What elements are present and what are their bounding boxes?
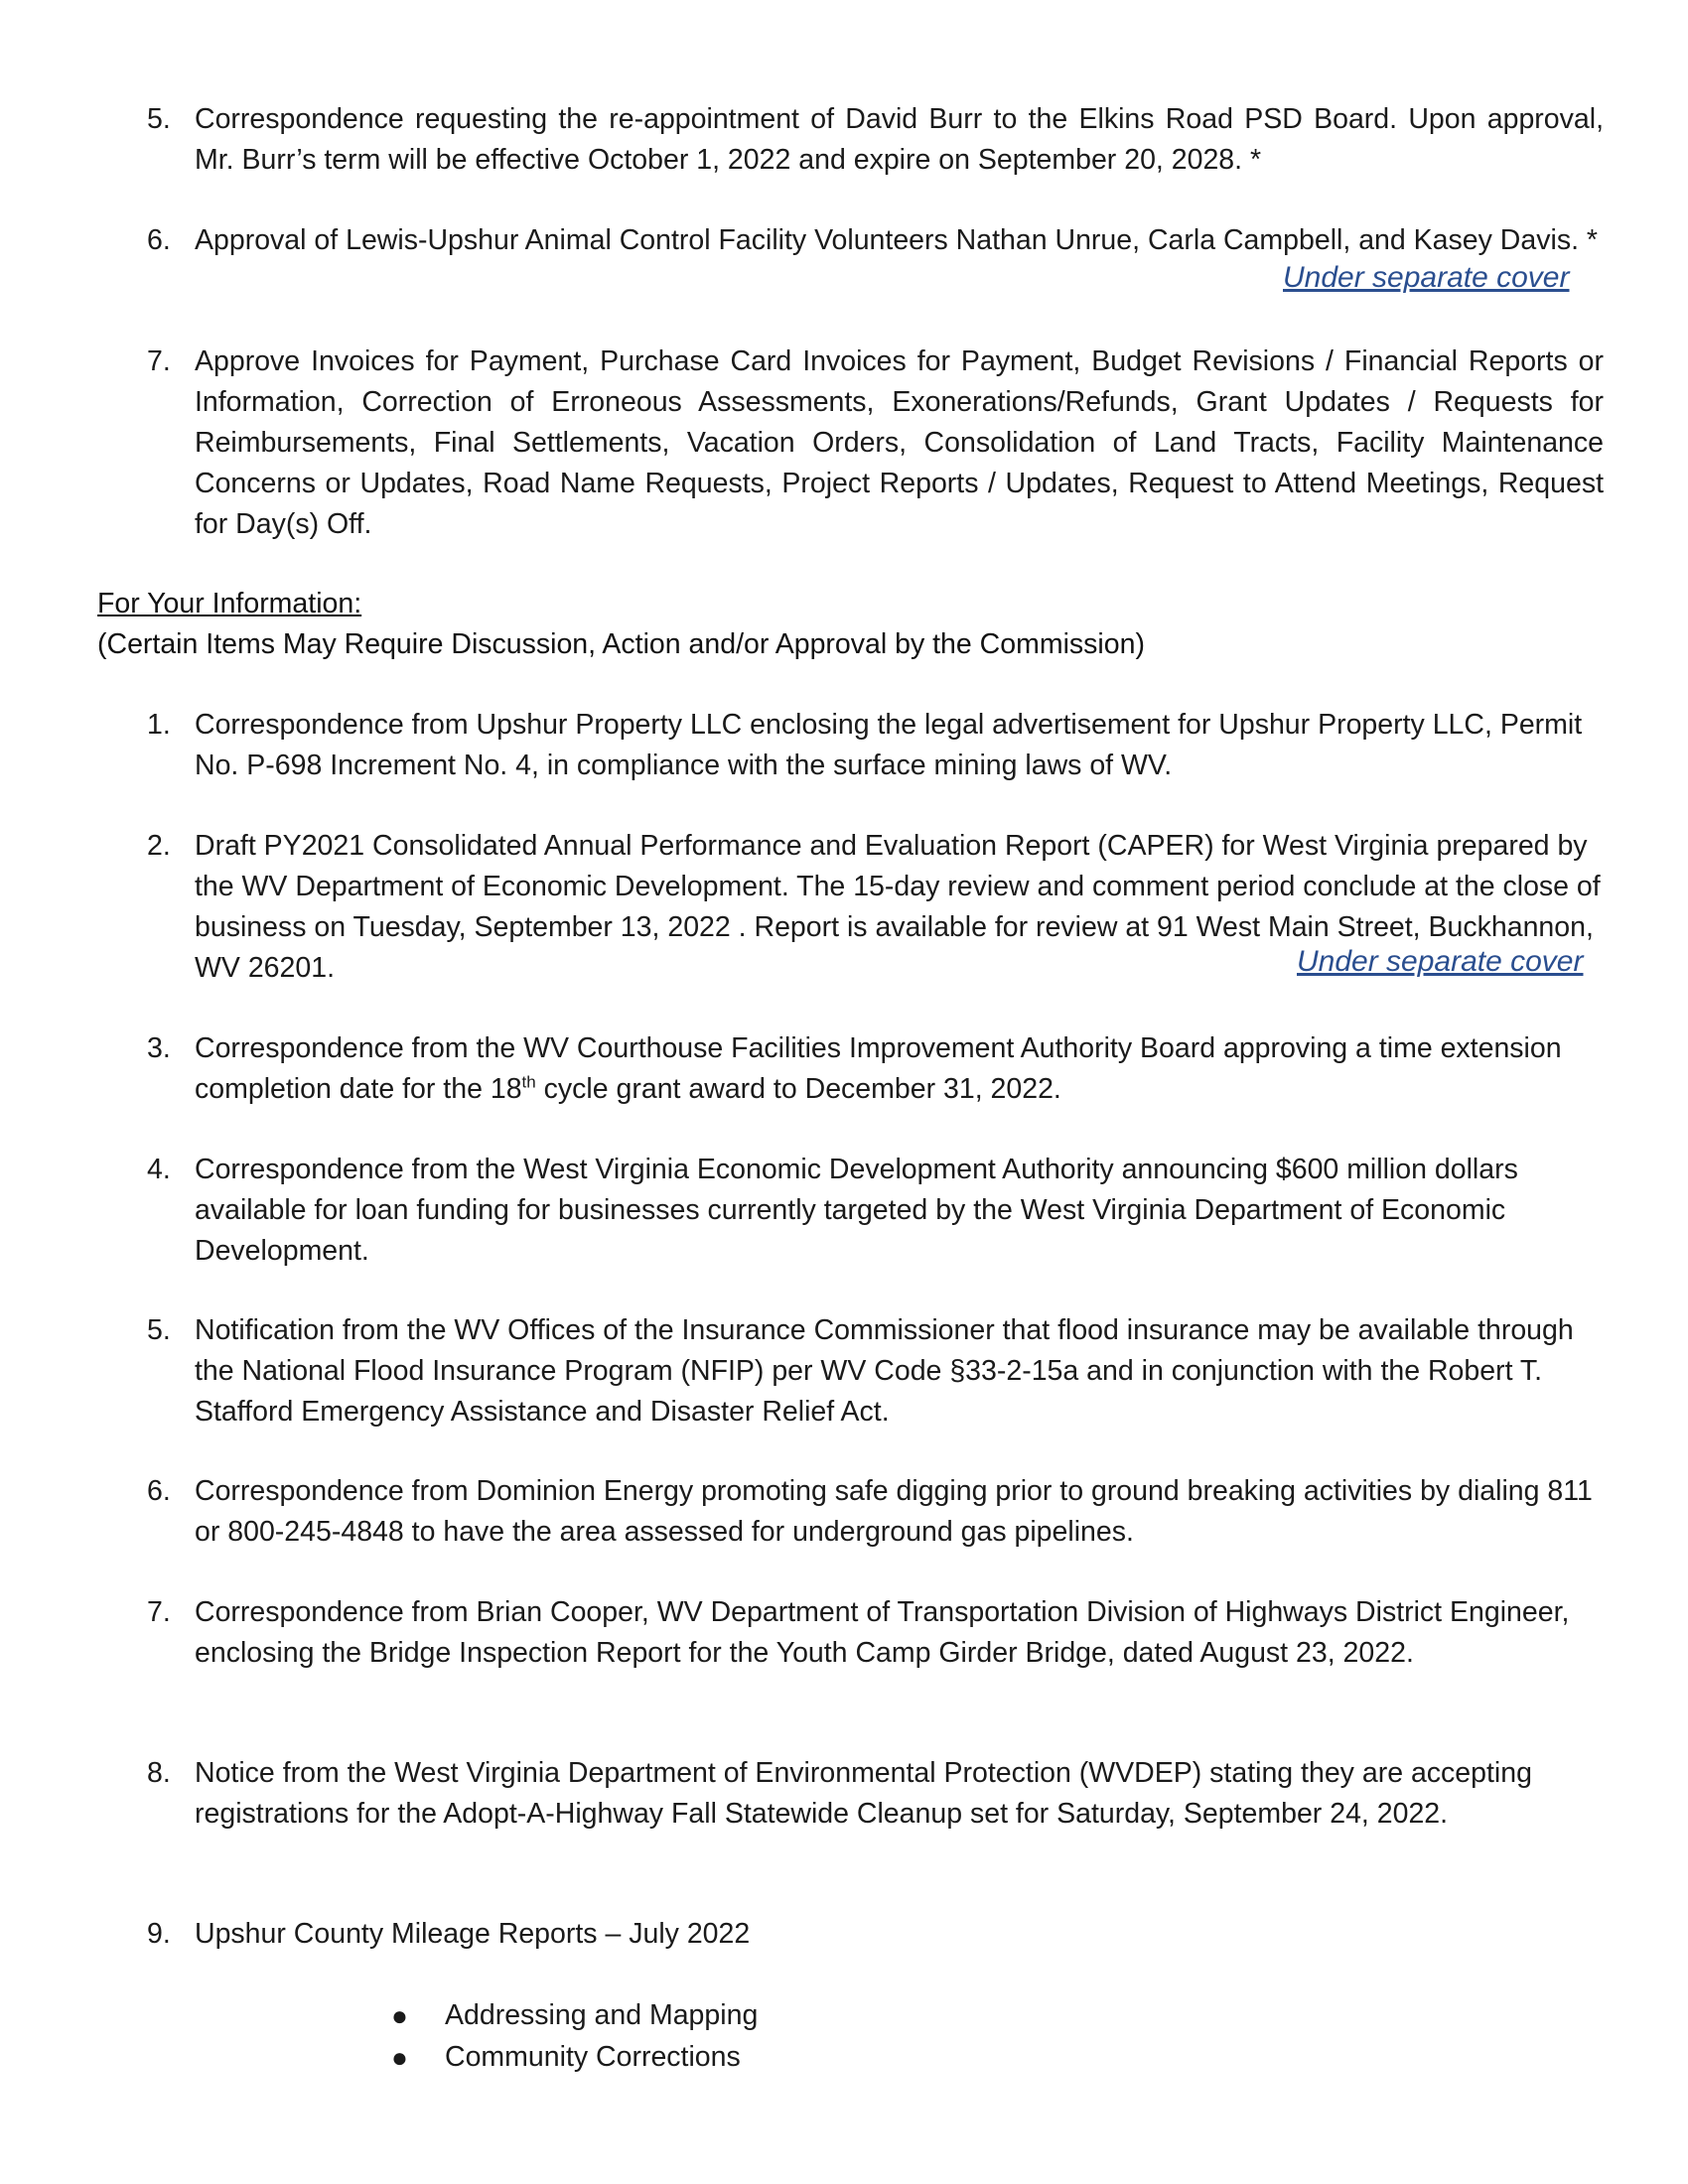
item-number: 8. (147, 1757, 171, 1789)
item-text-part: Correspondence from the WV Courthouse Facilities Improvement Authority Board approving a time extension completion date for the 18 (195, 1032, 1562, 1105)
item-text: Notice from the West Virginia Department of Environmental Protection (WVDEP) stating they are accepting registrations for the Adopt-A-Highway Fall Statewide Cleanup set for Saturday, September 24, 2022. (195, 1757, 1532, 1830)
item-text: Correspondence from the West Virginia Economic Development Authority announcing $600 million dollars available for loan funding for businesses currently targeted by the West Virginia Department of Economic Development. (195, 1154, 1518, 1267)
item-text-part: cycle grant award to December 31, 2022. (535, 1073, 1061, 1105)
item-number: 3. (147, 1032, 171, 1064)
item-text: Draft PY2021 Consolidated Annual Performance and Evaluation Report (CAPER) for West Virginia prepared by the WV Department of Economic Development. The 15-day review and comment period conclude at the close of business on Tuesday, September 13, 2022 . Report is available for review at 91 West Main Street, Buckhannon, WV 26201. (195, 830, 1601, 984)
item-number: 7. (147, 1596, 171, 1628)
item-number: 6. (147, 224, 171, 256)
item-text: Correspondence from Dominion Energy promoting safe digging prior to ground breaking activities by dialing 811 or 800-245-4848 to have the area assessed for underground gas pipelines. (195, 1475, 1593, 1548)
section-heading: For Your Information: (97, 588, 362, 619)
superscript: th (521, 1072, 536, 1092)
item-number: 5. (147, 1314, 171, 1346)
item-text: Upshur County Mileage Reports – July 2022 (195, 1918, 751, 1950)
item-text: Notification from the WV Offices of the Insurance Commissioner that flood insurance may be available through the National Flood Insurance Program (NFIP) per WV Code §33-2-15a and in conjunction with the Robert T. Stafford Emergency Assistance and Disaster Relief Act. (195, 1314, 1574, 1428)
under-separate-cover-link[interactable]: Under separate cover (1297, 945, 1584, 978)
item-number: 7. (147, 345, 171, 377)
item-text: Correspondence requesting the re-appointment of David Burr to the Elkins Road PSD Board. Upon approval, Mr. Burr’s term will be effective October 1, 2022 and expire on September 20, 2028. * (195, 103, 1604, 176)
bullet-text: Addressing and Mapping (445, 1999, 759, 2031)
item-text: Correspondence from Upshur Property LLC enclosing the legal advertisement for Upshur Property LLC, Permit No. P-698 Increment No. 4, in compliance with the surface mining laws of WV. (195, 709, 1583, 781)
item-number: 2. (147, 830, 171, 862)
section-subheading: (Certain Items May Require Discussion, Action and/or Approval by the Commission) (97, 628, 1145, 660)
bullet-icon: ● (391, 2042, 408, 2073)
item-text: Correspondence from Brian Cooper, WV Department of Transportation Division of Highways District Engineer, enclosing the Bridge Inspection Report for the Youth Camp Girder Bridge, dated August 23, 2022. (195, 1596, 1570, 1669)
item-number: 4. (147, 1154, 171, 1185)
item-number: 5. (147, 103, 171, 135)
item-text (195, 1028, 1617, 1110)
bullet-icon: ● (391, 2000, 408, 2031)
under-separate-cover-link[interactable]: Under separate cover (1283, 261, 1570, 294)
item-number: 1. (147, 709, 171, 741)
item-number: 9. (147, 1918, 171, 1950)
item-text: Approval of Lewis-Upshur Animal Control Facility Volunteers Nathan Unrue, Carla Campbell, and Kasey Davis. * (195, 224, 1598, 256)
bullet-text: Community Corrections (445, 2041, 741, 2073)
item-text: Approve Invoices for Payment, Purchase Card Invoices for Payment, Budget Revisions / Financial Reports or Information, Correction of Erroneous Assessments, Exonerations/Refunds, Grant Updates / Requests for Reimbursements, Final Settlements, Vacation Orders, Consolidation of Land Tracts, Facility Maintenance Concerns or Updates, Road Name Requests, Project Reports / Updates, Request to Attend Meetings, Request for Day(s) Off. (195, 345, 1604, 540)
item-number: 6. (147, 1475, 171, 1507)
